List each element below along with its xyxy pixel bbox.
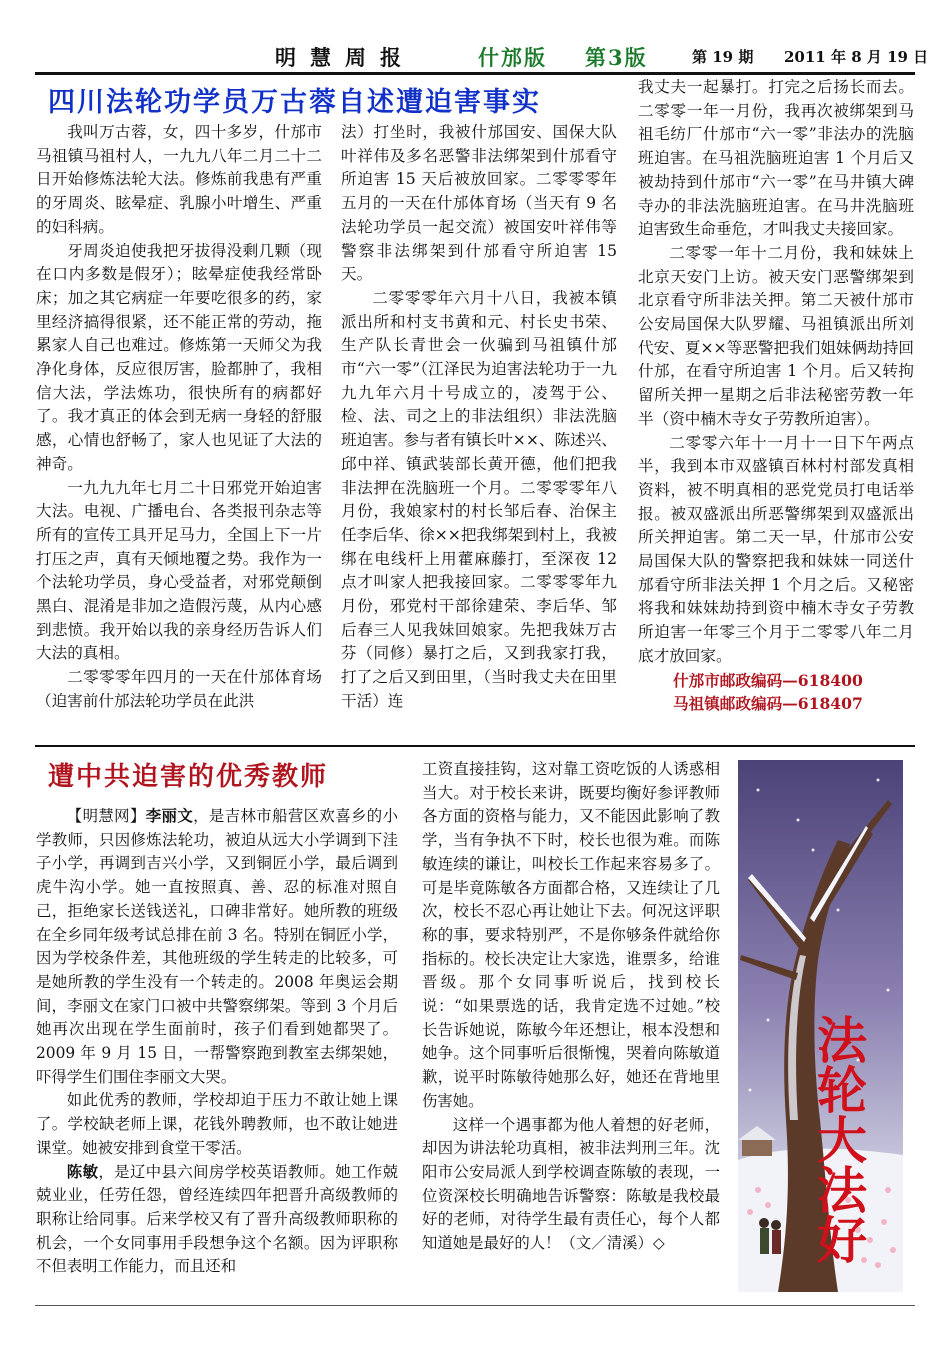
paragraph: 这样一个遇事都为他人着想的好老师，却因为讲法轮功真相，被非法判刑三年。沈阳市公安局派人到学校调查陈敏的表现，一位资深校长明确地告诉警察：陈敏是我校最好的老师，对待学生最有责任心，每个人都知道她是最好的人！（文／清溪）◇ — [422, 1115, 720, 1253]
postal-code-line: 什邡市邮政编码—618400 — [673, 670, 863, 690]
postal-code-line: 马祖镇邮政编码—618407 — [673, 694, 863, 714]
page-label: 第3版 — [585, 45, 648, 70]
issue-number: 第 19 期 — [692, 48, 754, 66]
publication-name: 明慧周报 — [275, 46, 415, 70]
article1-title: 四川法轮功学员万古蓉自述遭迫害事实 — [48, 87, 541, 118]
paragraph — [36, 1161, 398, 1280]
painting-calligraphy: 法轮大法好 — [809, 1014, 867, 1264]
source-tag: 【明慧网】 — [66, 807, 146, 825]
header-rule — [35, 72, 915, 75]
article1-column-2 — [341, 121, 617, 714]
paragraph: 我丈夫一起暴打。打完之后扬长而去。二零零一年一月份，我再次被绑架到马祖毛纺厂什邡市“六一零”非法办的洗脑班迫害。在马祖洗脑班迫害 1 个月后又被劫持到什邡市“六一零”在马井镇大碑寺办的非法洗脑班迫害。在马井洗脑班迫害致生命垂危，才叫我丈夫接回家。 — [638, 78, 914, 239]
article2-title: 遭中共迫害的优秀教师 — [48, 762, 329, 792]
edition-label: 什邡版 — [478, 45, 547, 70]
paragraph: 如此优秀的教师，学校却迫于压力不敢让她上课了。学校缺老师上课，花钱外聘教师，也不敢让她进课堂。她被安排到食堂干零活。 — [36, 1091, 398, 1157]
section-divider — [35, 745, 915, 747]
issue-date: 2011 年 8 月 19 日 — [784, 48, 929, 66]
paragraph — [36, 805, 398, 1089]
paragraph: 工资直接挂钩，这对靠工资吃饭的人诱惑相当大。对于校长来讲，既要均衡好参评教师各方面的资格与能力，又不能因此影响了教学，当有争执不下时，校长也很为难。而陈敏连续的谦让，叫校长工作起来容易多了。可是毕竟陈敏各方面都合格，又连续让了几次，校长不忍心再让她让下去。何况这评职称的事，要求特别严，不是你够条件就给你指标的。校长决定让大家选，谁票多，给谁晋级。那个女同事听说后，找到校长说：“如果票选的话，我肯定选不过她。”校长告诉她说，陈敏今年还想让，根本没想和她争。这个同事听后很惭愧，哭着向陈敏道歉，说平时陈敏待她那么好，她还在背地里伤害她。 — [422, 760, 720, 1110]
paragraph: 二零零零年六月十八日，我被本镇派出所和村支书黄和元、村长史书荣、生产队长青世会一伙骗到马祖镇什邡市“六一零”（江泽民为迫害法轮功于一九九九年六月十号成立的，凌驾于公、检、法、司之上的非法组织）非法洗脑班迫害。参与者有镇长叶××、陈述兴、邱中祥、镇武装部长黄开德，他们把我非法押在洗脑班一个月。二零零零年八月份，我娘家村的村长邹后春、治保主任李后华、徐××把我绑架到村上，我被绑在电线杆上用藿麻藤打，至深夜 12 点才叫家人把我接回家。二零零零年九月份，邪党村干部徐建荣、李后华、邹后春三人见我妹回娘家。先把我妹万古芬（同修）暴打之后，又到我家打我，打了之后又到田里，（当时我丈夫在田里干活）连 — [341, 288, 617, 710]
person-name: 李丽文 — [145, 807, 194, 825]
paragraph: 一九九九年七月二十日邪党开始迫害大法。电视、广播电台、各类报刊杂志等所有的宣传工具开足马力，全国上下一片打压之声，真有天倾地覆之势。我作为一个法轮功学员，身心受益者，对邪党颠倒黑白、混淆是非加之造假污蔑，从内心感到悲愤。我开始以我的亲身经历告诉人们大法的真相。 — [36, 478, 322, 663]
paragraph-text: ，是吉林市船营区欢喜乡的小学教师，只因修炼法轮功，被迫从远大小学调到下洼子小学，再调到吉兴小学，又到铜匠小学，最后调到虎牛沟小学。她一直按照真、善、忍的标准对照自己，拒绝家长送钱送礼，口碑非常好。她所教的班级在全乡同年级考试总排在前 3 名。特别在铜匠小学，因为学校条件差，其他班级的学生转走的比较多，可是她所教的学生没有一个转走的。2008 年奥运会期间，李丽文在家门口被中共警察绑架。等到 3 个月后她再次出现在学生面前时，孩子们看到她都哭了。2009 年 9 月 15 日，一帮警察跑到教室去绑架她，吓得学生们围住李丽文大哭。 — [36, 807, 398, 1086]
paragraph: 我叫万古蓉，女，四十多岁，什邡市马祖镇马祖村人，一九九八年二月二十二日开始修炼法轮大法。修炼前我患有严重的牙周炎、眩晕症、乳腺小叶增生、严重的妇科病。 — [36, 123, 322, 236]
page-header — [0, 42, 950, 70]
paragraph: 牙周炎迫使我把牙拔得没剩几颗（现在口内多数是假牙）；眩晕症使我经常卧床；加之其它病症一年要吃很多的药，家里经济搞得很紧，还不能正常的劳动，拖累家人自己也难过。修炼第一天师父为我净化身体，反应很厉害，脸都肿了，我相信大法，学法炼功，很快所有的病都好了。我才真正的体会到无病一身轻的舒服感，心情也舒畅了，家人也见证了大法的神奇。 — [36, 241, 322, 473]
paragraph: 二零零六年十一月十一日下午两点半，我到本市双盛镇百林村村部发真相资料，被不明真相的恶党党员打电话举报。被双盛派出所恶警绑架到双盛派出所关押迫害。第二天一早，什邡市公安局国保大队的警察把我和妹妹一同送什邡看守所非法关押 1 个月之后。又秘密将我和妹妹劫持到资中楠木寺女子劳教所迫害一年零三个月于二零零八年二月底才放回家。 — [638, 433, 914, 665]
footer-rule — [35, 1305, 915, 1306]
person-name: 陈敏 — [66, 1162, 99, 1181]
paragraph: 二零零一年十二月份，我和妹妹上北京天安门上访。被天安门恶警绑架到北京看守所非法关押。第二天被什邡市公安局国保大队罗耀、马祖镇派出所刘代安、夏××等恶警把我们姐妹俩劫持回什邡，在看守所迫害 1 个月。后又转拘留所关押一星期之后非法秘密劳教一年半（资中楠木寺女子劳教所迫害）。 — [638, 243, 914, 428]
article2-column-2 — [422, 758, 720, 1256]
paragraph: 法）打坐时，我被什邡国安、国保大队叶祥伟及多名恶警非法绑架到什邡看守所迫害 15 天后被放回家。二零零零年五月的一天在什邡体育场（当天有 9 名法轮功学员一起交流）被国安叶祥伟等警察非法绑架到什邡看守所迫害 15 天。 — [341, 123, 617, 284]
article1-column-3 — [638, 76, 914, 716]
article2-column-1 — [36, 805, 398, 1279]
paragraph: 二零零零年四月的一天在什邡体育场（迫害前什邡法轮功学员在此洪 — [36, 668, 322, 710]
winter-tree-painting — [738, 760, 903, 1292]
paragraph-text: ，是辽中县六间房学校英语教师。她工作兢兢业业，任劳任怨，曾经连续四年把晋升高级教师的职称让给同事。后来学校又有了晋升高级教师职称的机会，一个女同事用手段想争这个名额。因为评职称不但表明工作能力，而且还和 — [36, 1162, 398, 1276]
article1-column-1 — [36, 121, 322, 714]
